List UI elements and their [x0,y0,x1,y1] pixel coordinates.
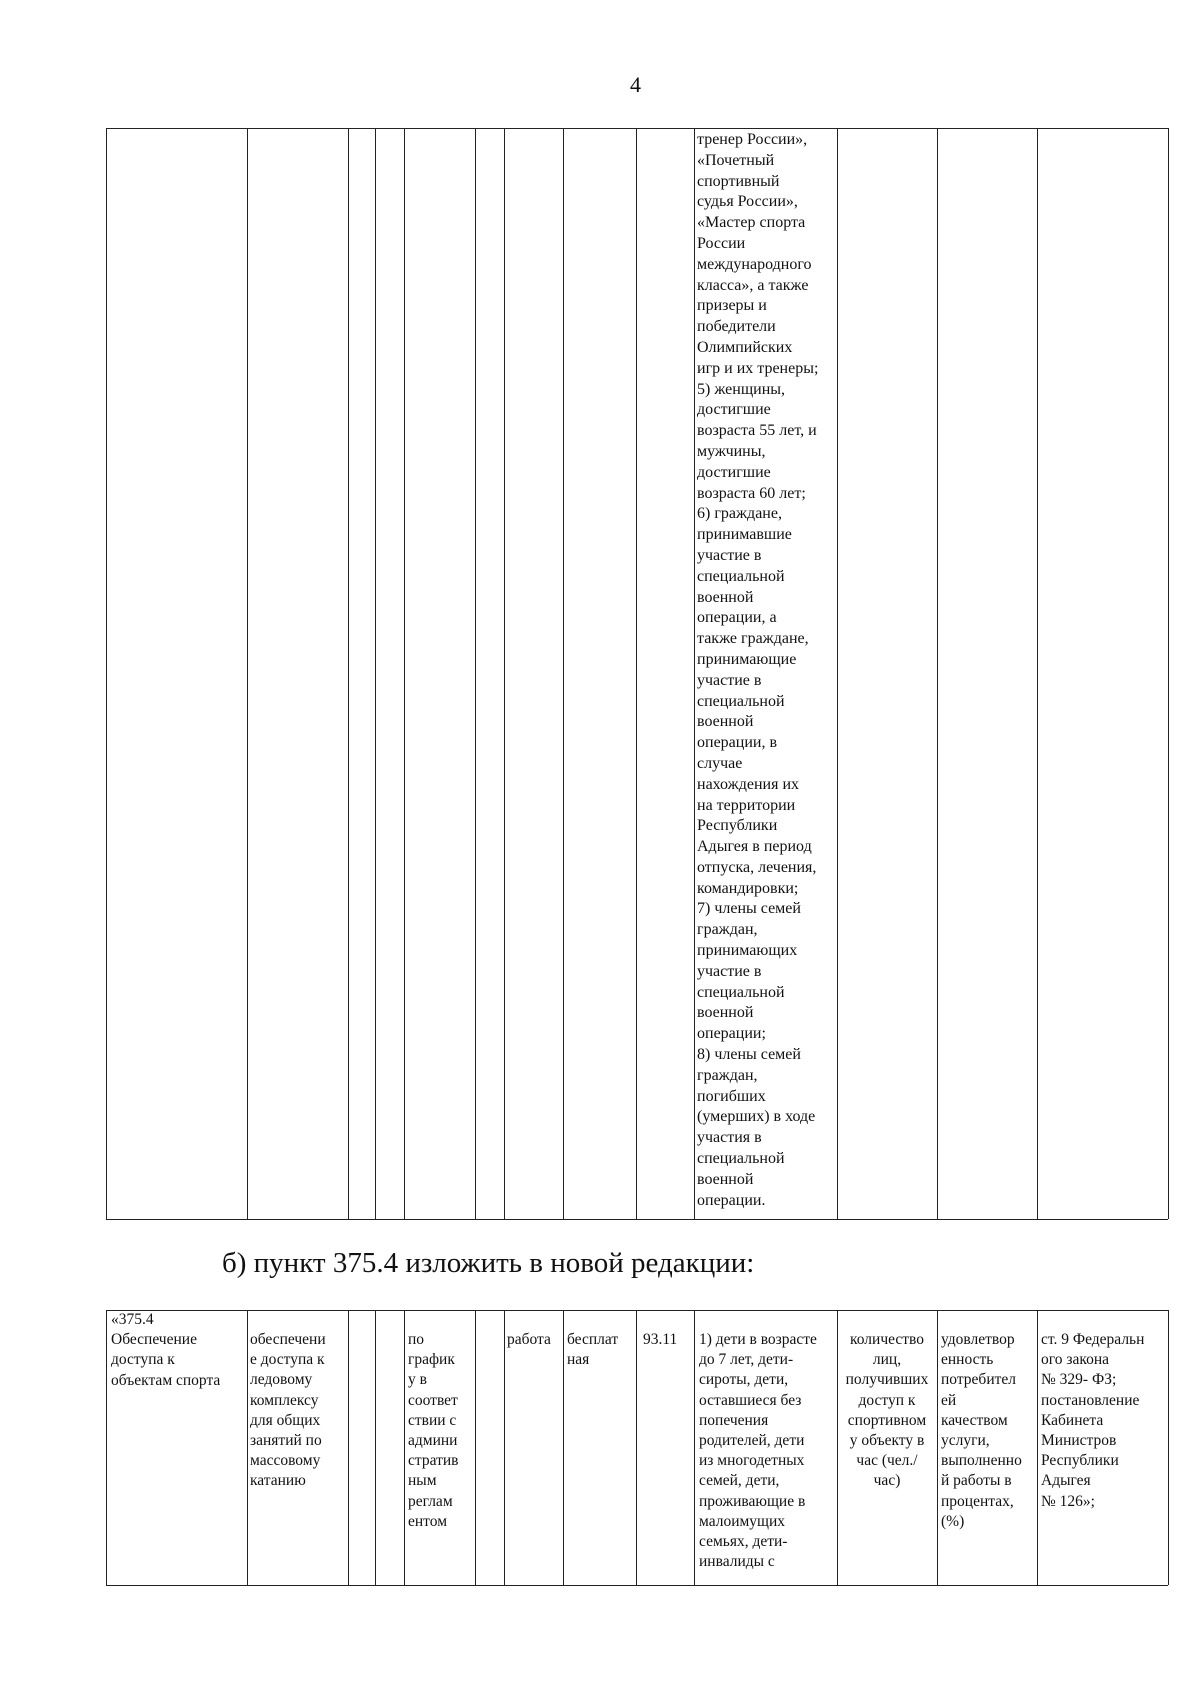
text-line: семьях, дети- [699,1533,788,1551]
text-line: доступ к [858,1391,916,1409]
text-line: Кабинета [1041,1411,1104,1429]
text-line: отпуска, лечения, [697,858,817,876]
text-line: (умерших) в ходе [697,1108,816,1126]
text-line: России [697,234,746,252]
text-line: судья России», [697,193,798,211]
text-line: случае [697,754,743,772]
text-line: мужчины, [697,442,766,460]
text-line: принимающих [697,942,798,960]
text-line: № 329- ФЗ; [1041,1371,1117,1389]
top-table-divider [937,128,938,1219]
beneficiaries-cell [697,130,818,1211]
text-line: специальной [697,692,785,710]
text-line: объектам спорта [111,1371,221,1389]
quality-indicator-cell [941,1330,1022,1532]
volume-indicator-cell [838,1330,936,1492]
text-line: военной [697,1004,754,1022]
text-line: класса», а также [697,276,809,294]
bottom-table-border-top [106,1310,1168,1311]
bottom-table-divider [937,1310,938,1585]
text-line: участие в [697,546,762,564]
text-line: сироты, дети, [699,1371,789,1389]
text-line: военной [697,713,754,731]
okved-code-cell [643,1330,677,1350]
text-line: у в [408,1371,427,1389]
text-line: ледовому [250,1371,313,1389]
bottom-table-divider [106,1310,107,1585]
text-line: ентом [408,1512,448,1530]
text-line: граждан, [697,1066,758,1084]
amendment-heading: б) пункт 375.4 изложить в новой редакции: [222,1247,755,1279]
text-line: граждан, [697,921,758,939]
text-line: «Мастер спорта [697,214,806,232]
text-line: погибших [697,1087,766,1105]
text-line: работа [507,1331,551,1348]
text-line: 93.11 [643,1331,678,1348]
text-line: час (чел./ [856,1452,918,1470]
text-line: постановление [1041,1391,1140,1409]
text-line: участия в [697,1129,762,1147]
bottom-table-divider [404,1310,405,1585]
text-line: соответ [408,1391,458,1409]
text-line: е доступа к [250,1351,325,1369]
text-line: семей, дети, [699,1472,780,1490]
text-line: принимающие [697,650,797,668]
text-line: Адыгея [1041,1472,1091,1490]
text-line: достигшие [697,463,771,481]
text-line: на территории [697,796,796,814]
type-cell [507,1330,551,1350]
text-line: № 126»; [1041,1492,1095,1510]
text-line: «375.4 [111,1311,154,1328]
text-line: качеством [941,1411,1008,1429]
text-line: удовлетвор [941,1331,1015,1348]
top-table-divider [247,128,248,1219]
text-line: специальной [697,983,785,1001]
text-line: принимавшие [697,526,792,544]
text-line: доступа к [111,1351,175,1369]
text-line: ого закона [1041,1351,1110,1369]
text-line: оставшиеся без [699,1391,802,1409]
text-line: операции. [697,1191,766,1209]
payment-cell [567,1330,618,1370]
bottom-table-divider [563,1310,564,1585]
text-line: ствии с [408,1411,457,1429]
text-line: нахождения их [697,775,799,793]
bottom-table-border-bottom [106,1585,1168,1586]
text-line: для общих [250,1411,321,1429]
text-line: возраста 60 лет; [697,484,806,502]
legal-basis-cell [1041,1330,1144,1512]
top-table-divider [694,128,695,1219]
text-line: инвалиды с [699,1553,775,1571]
text-line: ст. 9 Федеральн [1041,1331,1145,1348]
top-table-divider [636,128,637,1219]
text-line: командировки; [697,879,799,897]
text-line: занятий по [250,1432,322,1450]
text-line: игр и их тренеры; [697,359,819,377]
text-line: 6) граждане, [697,505,782,523]
text-line: 1) дети в возрасте [699,1331,817,1348]
text-line: попечения [699,1411,769,1429]
text-line: тренер России», [697,131,808,148]
text-line: по [408,1331,425,1348]
conditions-cell [408,1330,458,1532]
text-line: специальной [697,1150,785,1168]
beneficiaries-cell [699,1330,817,1572]
top-table-border-bottom [106,1219,1168,1220]
text-line: участие в [697,671,762,689]
text-line: (%) [941,1512,965,1530]
text-line: достигшие [697,401,771,419]
top-table-divider [1037,128,1038,1219]
text-line: Обеспечение [111,1331,197,1349]
text-line: операции, в [697,734,778,752]
text-line: военной [697,1170,754,1188]
text-line: до 7 лет, дети- [699,1351,794,1369]
text-line: Республики [1041,1452,1119,1470]
text-line: 5) женщины, [697,380,786,398]
top-table-divider [563,128,564,1219]
text-line: Республики [697,817,778,835]
top-table-divider [1168,128,1169,1219]
top-table-divider [375,128,376,1219]
text-line: победители [697,318,776,336]
top-table-divider [348,128,349,1219]
top-table-divider [404,128,405,1219]
service-name-cell [111,1310,220,1391]
text-line: стратив [408,1452,459,1470]
text-line: лиц, [872,1351,902,1369]
text-line: возраста 55 лет, и [697,422,817,440]
text-line: ная [567,1351,590,1369]
bottom-table-divider [475,1310,476,1585]
bottom-table-divider [348,1310,349,1585]
text-line: процентах, [941,1492,1014,1510]
text-line: админи [408,1432,458,1450]
bottom-table-divider [1168,1310,1169,1585]
bottom-table-divider [636,1310,637,1585]
bottom-table-divider [1037,1310,1038,1585]
text-line: спортивном [847,1411,927,1429]
text-line: 8) члены семей [697,1046,801,1064]
text-line: график [408,1351,455,1369]
text-line: Олимпийских [697,338,793,356]
text-line: Адыгея в период [697,838,812,856]
text-line: спортивный [697,172,780,190]
text-line: й работы в [941,1472,1012,1490]
text-line: ей [941,1391,957,1409]
bottom-table-divider [247,1310,248,1585]
text-line: услуги, [941,1432,990,1450]
text-line: операции, а [697,609,777,627]
text-line: операции; [697,1025,766,1043]
bottom-table-divider [694,1310,695,1585]
page-number: 4 [630,72,641,97]
text-line: проживающие в [699,1492,806,1510]
text-line: ным [408,1472,437,1490]
text-line: родителей, дети [699,1432,805,1450]
text-line: у объекту в [849,1432,925,1450]
text-line: количество [850,1331,924,1348]
text-line: специальной [697,567,785,585]
work-content-cell [250,1330,326,1492]
top-table-border-top [106,128,1168,129]
top-table-divider [106,128,107,1219]
text-line: комплексу [250,1391,319,1409]
text-line: 7) члены семей [697,900,801,918]
bottom-table-divider [375,1310,376,1585]
text-line: катанию [250,1472,306,1490]
text-line: из многодетных [699,1452,805,1470]
text-line: реглам [408,1492,453,1510]
bottom-table-divider [504,1310,505,1585]
text-line: час) [873,1472,901,1490]
text-line: «Почетный [697,151,775,169]
text-line: енность [941,1351,994,1369]
text-line: также граждане, [697,630,809,648]
top-table-divider [837,128,838,1219]
text-line: международного [697,255,812,273]
text-line: военной [697,588,754,606]
text-line: призеры и [697,297,767,315]
text-line: получивших [845,1371,929,1389]
text-line: малоимущих [699,1512,786,1530]
text-line: обеспечени [250,1331,326,1348]
text-line: потребител [941,1371,1017,1389]
text-line: выполненно [941,1452,1022,1470]
text-line: Министров [1041,1432,1117,1450]
top-table-divider [504,128,505,1219]
text-line: массовому [250,1452,321,1470]
top-table-divider [475,128,476,1219]
text-line: бесплат [567,1331,619,1348]
text-line: участие в [697,962,762,980]
